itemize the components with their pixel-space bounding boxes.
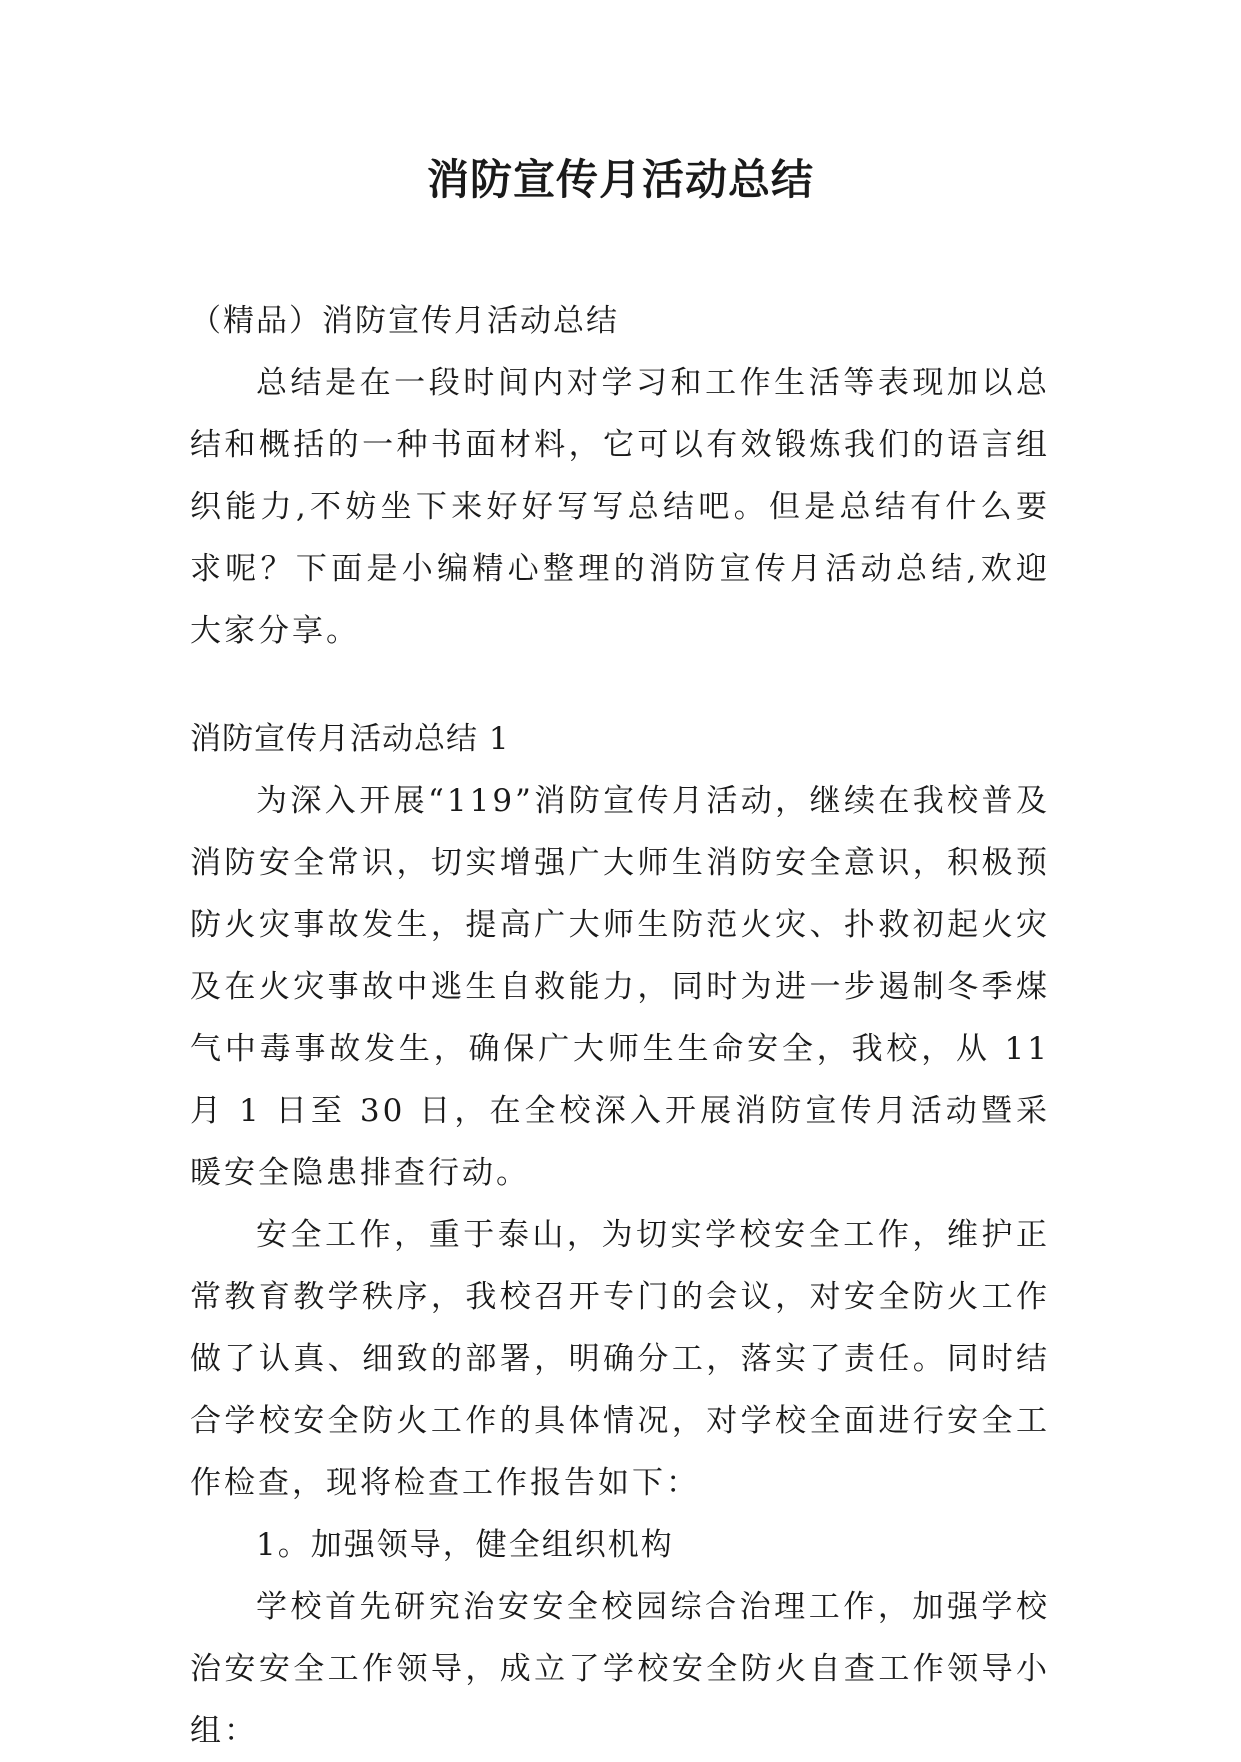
body-paragraph-3: 学校首先研究治安安全校园综合治理工作，加强学校治安安全工作领导，成立了学校安全防火自查工作领导小组： — [190, 1589, 1050, 1749]
document-subtitle: （精品）消防宣传月活动总结 — [190, 303, 619, 339]
list-heading: 1。加强领导，健全组织机构 — [256, 1527, 674, 1563]
document-title: 消防宣传月活动总结 — [426, 155, 814, 204]
section-heading: 消防宣传月活动总结 1 — [190, 721, 510, 757]
body-paragraph-1: 为深入开展“119”消防宣传月活动，继续在我校普及消防安全常识，切实增强广大师生消防安全意识，积极预防火灾事故发生，提高广大师生防范火灾、扑救初起火灾及在火灾事故中逃生自救能力，同时为进一步遏制冬季煤气中毒事故发生，确保广大师生生命安全，我校，从 11 月 1 日至 30 日，在全校深入开展消防宣传月活动暨采暖安全隐患排查行动。 — [190, 783, 1050, 1191]
intro-paragraph: 总结是在一段时间内对学习和工作生活等表现加以总结和概括的一种书面材料，它可以有效锻炼我们的语言组织能力,不妨坐下来好好写写总结吧。但是总结有什么要求呢？下面是小编精心整理的消防宣传月活动总结,欢迎大家分享。 — [190, 365, 1050, 649]
document-body — [190, 290, 1050, 1762]
body-paragraph-2: 安全工作，重于泰山，为切实学校安全工作，维护正常教育教学秩序，我校召开专门的会议，对安全防火工作做了认真、细致的部署，明确分工，落实了责任。同时结合学校安全防火工作的具体情况，对学校全面进行安全工作检查，现将检查工作报告如下： — [190, 1217, 1050, 1501]
